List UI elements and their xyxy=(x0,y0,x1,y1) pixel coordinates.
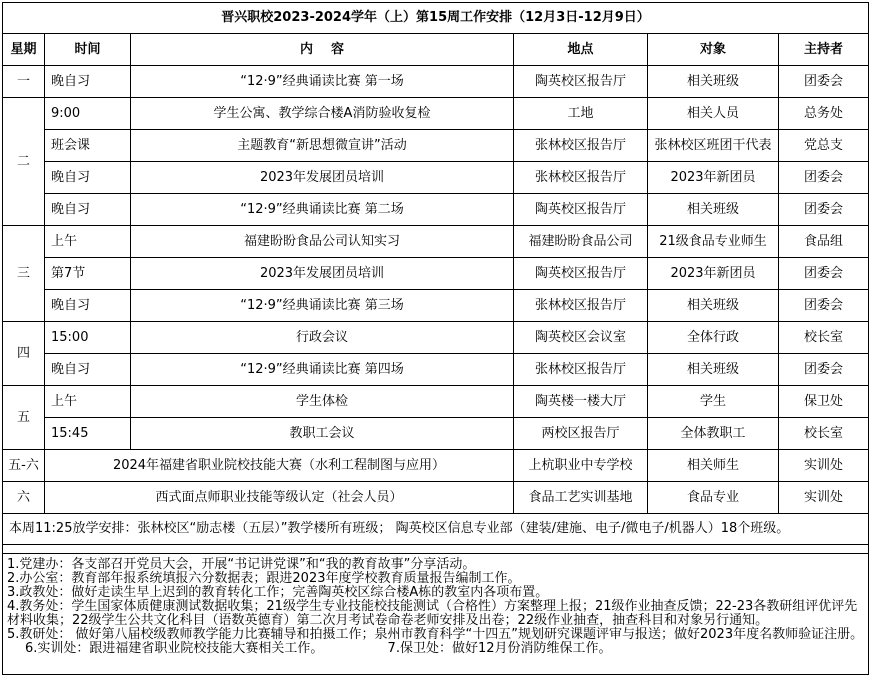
day-friday: 五 xyxy=(3,386,45,450)
row-target: 相关班级 xyxy=(648,290,779,322)
row-content: “12·9”经典诵读比赛 第一场 xyxy=(131,66,514,98)
row-time: 15:45 xyxy=(45,418,131,450)
row-place: 工地 xyxy=(514,98,648,130)
header-host: 主持者 xyxy=(779,34,869,66)
table-row xyxy=(3,290,869,322)
row-time: 15:00 xyxy=(45,322,131,354)
row-target: 全体行政 xyxy=(648,322,779,354)
row-host: 团委会 xyxy=(779,194,869,226)
note-research-office: 5.教研处： 做好第八届校级教师教学能力比赛辅导和拍摄工作；泉州市教育科学“十四五”规划研究课题评审与报送；做好2023年度名教师验证注册。 xyxy=(7,627,864,642)
header-place: 地点 xyxy=(514,34,648,66)
row-time: 上午 xyxy=(45,386,131,418)
note-training-office: 6.实训处：跟进福建省职业院校技能大赛相关工作。 xyxy=(25,641,324,656)
row-target: 相关班级 xyxy=(648,194,779,226)
row-content: 行政会议 xyxy=(131,322,514,354)
row-host: 总务处 xyxy=(779,98,869,130)
row-place: 陶英校区报告厅 xyxy=(514,194,648,226)
note-party-office: 1.党建办：各支部召开党员大会，开展“书记讲党课”和“我的教育故事”分享活动。 xyxy=(7,557,476,572)
row-time: 上午 xyxy=(45,226,131,258)
dismissal-note: 本周11:25放学安排：张林校区“励志楼（五层）”教学楼所有班级； 陶英校区信息专业部（建装/建施、电子/微电子/机器人）18个班级。 xyxy=(3,514,869,545)
row-place: 陶英校区报告厅 xyxy=(514,258,648,290)
row-place: 陶英楼一楼大厅 xyxy=(514,386,648,418)
row-target: 张林校区班团干代表 xyxy=(648,130,779,162)
table-row xyxy=(3,194,869,226)
row-host: 保卫处 xyxy=(779,386,869,418)
row-content: 2023年发展团员培训 xyxy=(131,162,514,194)
row-content: “12·9”经典诵读比赛 第二场 xyxy=(131,194,514,226)
row-host: 团委会 xyxy=(779,354,869,386)
note-security-office: 7.保卫处：做好12月份消防维保工作。 xyxy=(387,641,612,656)
table-row xyxy=(3,386,869,418)
row-target: 相关人员 xyxy=(648,98,779,130)
header-target: 对象 xyxy=(648,34,779,66)
row-place: 食品工艺实训基地 xyxy=(514,482,648,514)
row-host: 食品组 xyxy=(779,226,869,258)
row-place: 上杭职业中专学校 xyxy=(514,450,648,482)
row-host: 实训处 xyxy=(779,450,869,482)
row-place: 张林校区报告厅 xyxy=(514,354,648,386)
row-place: 张林校区报告厅 xyxy=(514,130,648,162)
row-content: “12·9”经典诵读比赛 第四场 xyxy=(131,354,514,386)
row-host: 团委会 xyxy=(779,162,869,194)
row-time: 晚自习 xyxy=(45,66,131,98)
schedule-title: 晋兴职校2023-2024学年（上）第15周工作安排（12月3日-12月9日） xyxy=(3,3,869,34)
row-content: 学生公寓、教学综合楼A消防验收复检 xyxy=(131,98,514,130)
table-row xyxy=(3,450,869,482)
row-target: 2023年新团员 xyxy=(648,162,779,194)
row-content: 学生体检 xyxy=(131,386,514,418)
header-weekday: 星期 xyxy=(3,34,45,66)
row-time: 9:00 xyxy=(45,98,131,130)
row-content: 西式面点师职业技能等级认定（社会人员） xyxy=(45,482,514,514)
row-host: 实训处 xyxy=(779,482,869,514)
row-target: 相关班级 xyxy=(648,66,779,98)
row-target: 学生 xyxy=(648,386,779,418)
day-wednesday: 三 xyxy=(3,226,45,322)
row-content: 2023年发展团员培训 xyxy=(131,258,514,290)
table-row xyxy=(3,66,869,98)
row-place: 张林校区报告厅 xyxy=(514,162,648,194)
row-host: 校长室 xyxy=(779,418,869,450)
row-host: 团委会 xyxy=(779,258,869,290)
row-host: 团委会 xyxy=(779,66,869,98)
table-row xyxy=(3,130,869,162)
schedule-table xyxy=(2,2,869,675)
row-host: 党总支 xyxy=(779,130,869,162)
note-bottom-group xyxy=(7,628,866,656)
row-content: 2024年福建省职业院校技能大赛（水利工程制图与应用） xyxy=(45,450,514,482)
row-target: 全体教职工 xyxy=(648,418,779,450)
header-time: 时间 xyxy=(45,34,131,66)
row-host: 校长室 xyxy=(779,322,869,354)
row-target: 相关师生 xyxy=(648,450,779,482)
day-thursday: 四 xyxy=(3,322,45,386)
day-friday-saturday: 五-六 xyxy=(3,450,45,482)
row-place: 张林校区报告厅 xyxy=(514,290,648,322)
row-time: 晚自习 xyxy=(45,354,131,386)
row-content: 福建盼盼食品公司认知实习 xyxy=(131,226,514,258)
row-target: 相关班级 xyxy=(648,354,779,386)
row-target: 21级食品专业师生 xyxy=(648,226,779,258)
row-content: 主题教育“新思想微宣讲”活动 xyxy=(131,130,514,162)
table-row xyxy=(3,162,869,194)
row-place: 福建盼盼食品公司 xyxy=(514,226,648,258)
row-place: 陶英校区报告厅 xyxy=(514,66,648,98)
row-target: 食品专业 xyxy=(648,482,779,514)
row-target: 2023年新团员 xyxy=(648,258,779,290)
row-time: 第7节 xyxy=(45,258,131,290)
header-content: 内 容 xyxy=(131,34,514,66)
row-time: 晚自习 xyxy=(45,290,131,322)
note-general-office: 2.办公室：教育部年报系统填报六分数据表；跟进2023年度学校教育质量报告编制工作。 xyxy=(7,571,521,586)
table-row xyxy=(3,226,869,258)
table-row xyxy=(3,322,869,354)
table-row xyxy=(3,418,869,450)
day-tuesday: 二 xyxy=(3,98,45,226)
department-notes xyxy=(3,554,869,675)
row-time: 晚自习 xyxy=(45,194,131,226)
table-row xyxy=(3,482,869,514)
row-content: 教职工会议 xyxy=(131,418,514,450)
header-row xyxy=(3,34,869,66)
note-political-office: 3.政教处：做好走读生早上迟到的教育转化工作；完善陶英校区综合楼A栋的教室内各项布置。 xyxy=(7,585,549,600)
spacer xyxy=(3,545,869,554)
row-content: “12·9”经典诵读比赛 第三场 xyxy=(131,290,514,322)
row-place: 两校区报告厅 xyxy=(514,418,648,450)
table-row xyxy=(3,354,869,386)
row-place: 陶英校区会议室 xyxy=(514,322,648,354)
row-time: 晚自习 xyxy=(45,162,131,194)
table-row xyxy=(3,98,869,130)
row-host: 团委会 xyxy=(779,290,869,322)
day-monday: 一 xyxy=(3,66,45,98)
table-row xyxy=(3,258,869,290)
day-saturday: 六 xyxy=(3,482,45,514)
row-time: 班会课 xyxy=(45,130,131,162)
note-academic-office: 4.教务处：学生国家体质健康测试数据收集；21级学生专业技能校技能测试（合格性）方案整理上报；21级作业抽查反馈；22-23各教研组评优评先材料收集；22级学生公共文化科目（语数英德育）第二次月考试卷命卷老师安排及出卷；22级作业抽查，抽查科目和对象另行通知。 xyxy=(7,599,858,628)
